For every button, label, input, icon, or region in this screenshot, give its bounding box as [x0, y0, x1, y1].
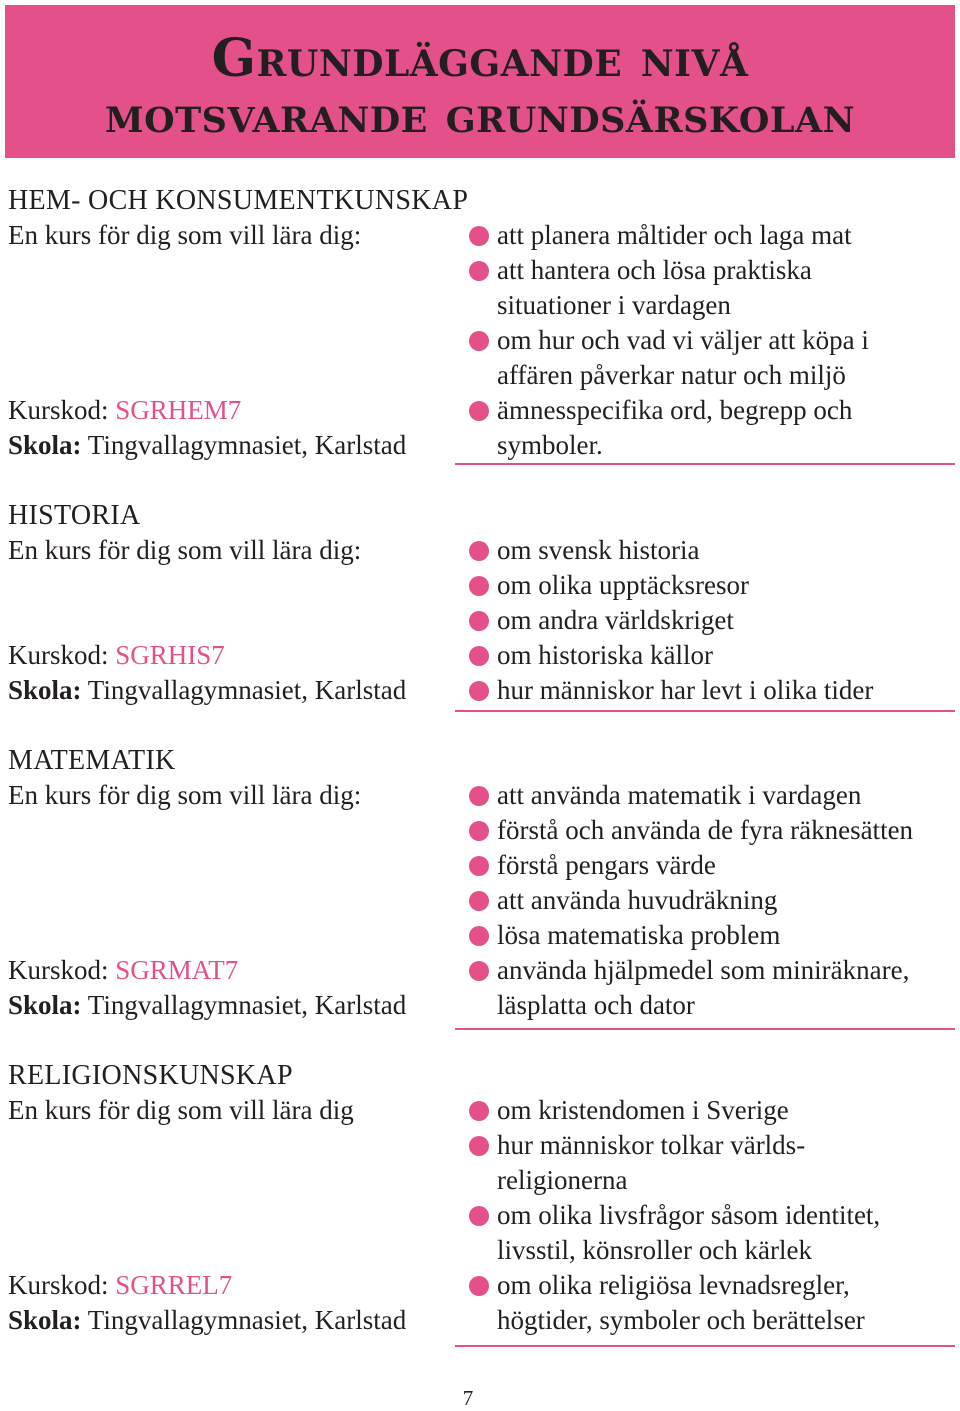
objective-item — [465, 603, 873, 638]
bullet-dot-icon — [469, 681, 489, 701]
school-line — [8, 988, 406, 1023]
course-code — [8, 1268, 232, 1303]
objective-text: att använda huvudräkning — [497, 885, 778, 915]
objective-text: hur människor tolkar världs- — [497, 1130, 806, 1160]
school-name: Tingvallagymnasiet, Karlstad — [81, 1305, 407, 1335]
course-intro: En kurs för dig som vill lära dig: — [8, 535, 362, 565]
objective-text: om hur och vad vi väljer att köpa i — [497, 325, 869, 355]
objective-item — [465, 918, 913, 953]
objective-text: om svensk historia — [497, 535, 700, 565]
bullet-dot-icon — [469, 261, 489, 281]
objective-item-continuation: affären påverkar natur och miljö — [497, 360, 846, 390]
objective-text: använda hjälpmedel som miniräknare, — [497, 955, 910, 985]
school-name: Tingvallagymnasiet, Karlstad — [81, 675, 407, 705]
page-number: 7 — [462, 1386, 474, 1410]
course-code — [8, 638, 225, 673]
course-intro: En kurs för dig som vill lära dig — [8, 1095, 354, 1125]
objective-item — [465, 848, 913, 883]
objective-text: hur människor har levt i olika tider — [497, 675, 874, 705]
objective-text: förstå pengars värde — [497, 850, 716, 880]
course-code-label: Kurskod: — [8, 395, 116, 425]
objective-text: om andra världskriget — [497, 605, 734, 635]
objective-item-continuation: högtider, symboler och berättelser — [497, 1305, 865, 1335]
objective-item — [465, 218, 869, 253]
course-title: HISTORIA — [8, 500, 141, 531]
course-title: RELIGIONSKUNSKAP — [8, 1060, 293, 1091]
objective-item — [465, 1198, 880, 1233]
objective-text: lösa matematiska problem — [497, 920, 781, 950]
section-divider — [455, 710, 955, 712]
objective-list — [465, 778, 913, 1023]
objective-item — [465, 953, 913, 988]
objective-item — [465, 813, 913, 848]
title-banner — [5, 5, 955, 158]
course-code-value: SGRHEM7 — [115, 395, 242, 425]
section-divider — [455, 1345, 955, 1347]
course-code-value: SGRHIS7 — [115, 640, 225, 670]
course-title: HEM- OCH KONSUMENTKUNSKAP — [8, 185, 469, 216]
school-line — [8, 673, 406, 708]
objective-text: ämnesspecifika ord, begrepp och — [497, 395, 853, 425]
objective-item-continuation: symboler. — [497, 430, 603, 460]
objective-item — [465, 568, 873, 603]
bullet-dot-icon — [469, 926, 489, 946]
objective-item — [465, 1268, 880, 1303]
course-code-label: Kurskod: — [8, 955, 116, 985]
course-intro: En kurs för dig som vill lära dig: — [8, 220, 362, 250]
course-code-label: Kurskod: — [8, 640, 116, 670]
bullet-dot-icon — [469, 891, 489, 911]
objective-text: om olika upptäcksresor — [497, 570, 749, 600]
objective-item-continuation: läsplatta och dator — [497, 990, 695, 1020]
bullet-dot-icon — [469, 961, 489, 981]
school-name: Tingvallagymnasiet, Karlstad — [81, 430, 407, 460]
objective-list — [465, 1093, 880, 1338]
bullet-dot-icon — [469, 401, 489, 421]
bullet-dot-icon — [469, 821, 489, 841]
course-title: MATEMATIK — [8, 745, 176, 776]
banner-title-line-1: Grundläggande nivå — [211, 28, 749, 89]
objective-item — [465, 673, 873, 708]
section-divider — [455, 1028, 955, 1030]
objective-item — [465, 323, 869, 358]
objective-item — [465, 1128, 880, 1163]
objective-item — [465, 778, 913, 813]
bullet-dot-icon — [469, 646, 489, 666]
bullet-dot-icon — [469, 541, 489, 561]
school-label: Skola: — [8, 430, 82, 460]
section-divider — [455, 463, 955, 465]
objective-text: att använda matematik i vardagen — [497, 780, 862, 810]
course-code — [8, 393, 241, 428]
school-label: Skola: — [8, 675, 82, 705]
course-code-value: SGRREL7 — [115, 1270, 233, 1300]
bullet-dot-icon — [469, 1206, 489, 1226]
course-code — [8, 953, 238, 988]
objective-item — [465, 393, 869, 428]
bullet-dot-icon — [469, 331, 489, 351]
bullet-dot-icon — [469, 226, 489, 246]
objective-list — [465, 533, 873, 708]
school-line — [8, 1303, 406, 1338]
objective-item — [465, 638, 873, 673]
objective-item — [465, 883, 913, 918]
objective-item — [465, 1093, 880, 1128]
objective-item — [465, 253, 869, 288]
course-code-label: Kurskod: — [8, 1270, 116, 1300]
bullet-dot-icon — [469, 786, 489, 806]
objective-item-continuation: livsstil, könsroller och kärlek — [497, 1235, 812, 1265]
objective-text: förstå och använda de fyra räknesätten — [497, 815, 914, 845]
objective-list — [465, 218, 869, 463]
school-label: Skola: — [8, 1305, 82, 1335]
objective-item — [465, 533, 873, 568]
bullet-dot-icon — [469, 856, 489, 876]
objective-item-continuation: situationer i vardagen — [497, 290, 731, 320]
school-line — [8, 428, 406, 463]
objective-text: om olika livsfrågor såsom identitet, — [497, 1200, 881, 1230]
school-label: Skola: — [8, 990, 82, 1020]
objective-item-continuation: religionerna — [497, 1165, 628, 1195]
objective-text: att planera måltider och laga mat — [497, 220, 852, 250]
school-name: Tingvallagymnasiet, Karlstad — [81, 990, 407, 1020]
bullet-dot-icon — [469, 1101, 489, 1121]
objective-text: om historiska källor — [497, 640, 713, 670]
bullet-dot-icon — [469, 611, 489, 631]
bullet-dot-icon — [469, 1136, 489, 1156]
objective-text: om olika religiösa levnadsregler, — [497, 1270, 850, 1300]
course-intro: En kurs för dig som vill lära dig: — [8, 780, 362, 810]
objective-text: om kristendomen i Sverige — [497, 1095, 789, 1125]
bullet-dot-icon — [469, 576, 489, 596]
course-code-value: SGRMAT7 — [115, 955, 239, 985]
banner-title-line-2: motsvarande grundsärskolan — [104, 85, 856, 144]
objective-text: att hantera och lösa praktiska — [497, 255, 812, 285]
bullet-dot-icon — [469, 1276, 489, 1296]
